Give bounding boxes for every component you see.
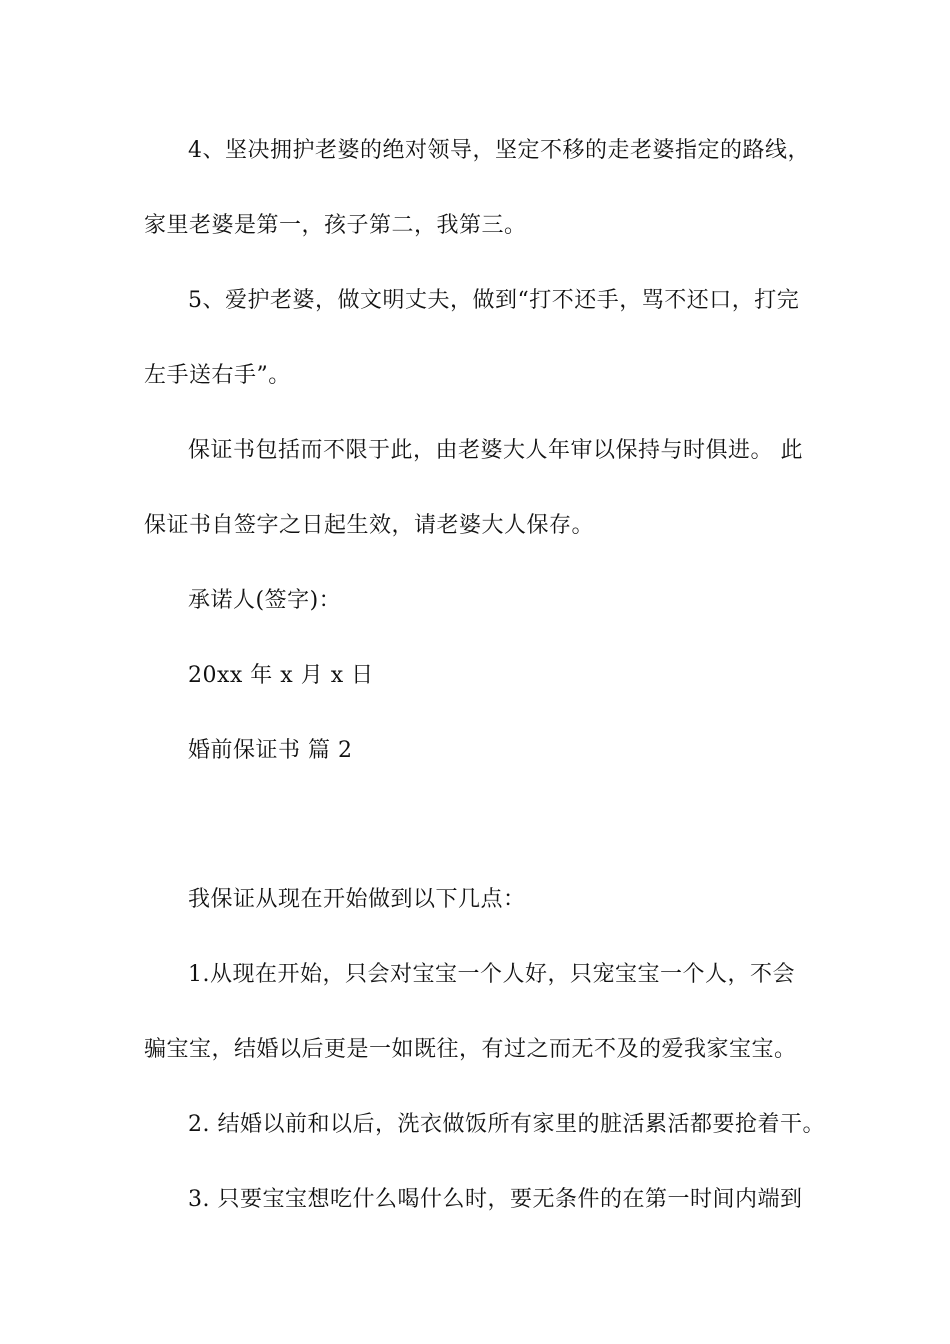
paragraph-item-4-line-1: 4、坚决拥护老婆的绝对领导，坚定不移的走老婆指定的路线， <box>188 138 810 163</box>
signature-label: 承诺人(签字)： <box>188 588 342 613</box>
paragraph-scope-line-2: 保证书自签字之日起生效，请老婆大人保存。 <box>144 513 595 538</box>
paragraph-item-5-line-2: 左手送右手”。 <box>144 363 291 388</box>
paragraph-scope-line-1: 保证书包括而不限于此，由老婆大人年审以保持与时俱进。 此 <box>188 438 803 463</box>
paragraph-item-4-line-2: 家里老婆是第一，孩子第二，我第三。 <box>144 213 527 238</box>
paragraph-item-2: 2. 结婚以前和以后，洗衣做饭所有家里的脏活累活都要抢着干。 <box>188 1112 825 1137</box>
date-line: 20xx 年 x 月 x 日 <box>188 663 374 688</box>
paragraph-item-3-line-1: 3. 只要宝宝想吃什么喝什么时，要无条件的在第一时间内端到 <box>188 1187 803 1212</box>
paragraph-item-1-line-1: 1.从现在开始，只会对宝宝一个人好，只宠宝宝一个人，不会 <box>188 962 795 987</box>
section-heading: 婚前保证书 篇 2 <box>188 738 353 763</box>
paragraph-item-1-line-2: 骗宝宝，结婚以后更是一如既往，有过之而无不及的爱我家宝宝。 <box>144 1037 797 1062</box>
paragraph-intro: 我保证从现在开始做到以下几点： <box>188 887 526 912</box>
paragraph-item-5-line-1: 5、爱护老婆，做文明丈夫，做到“打不还手，骂不还口，打完 <box>188 288 800 313</box>
